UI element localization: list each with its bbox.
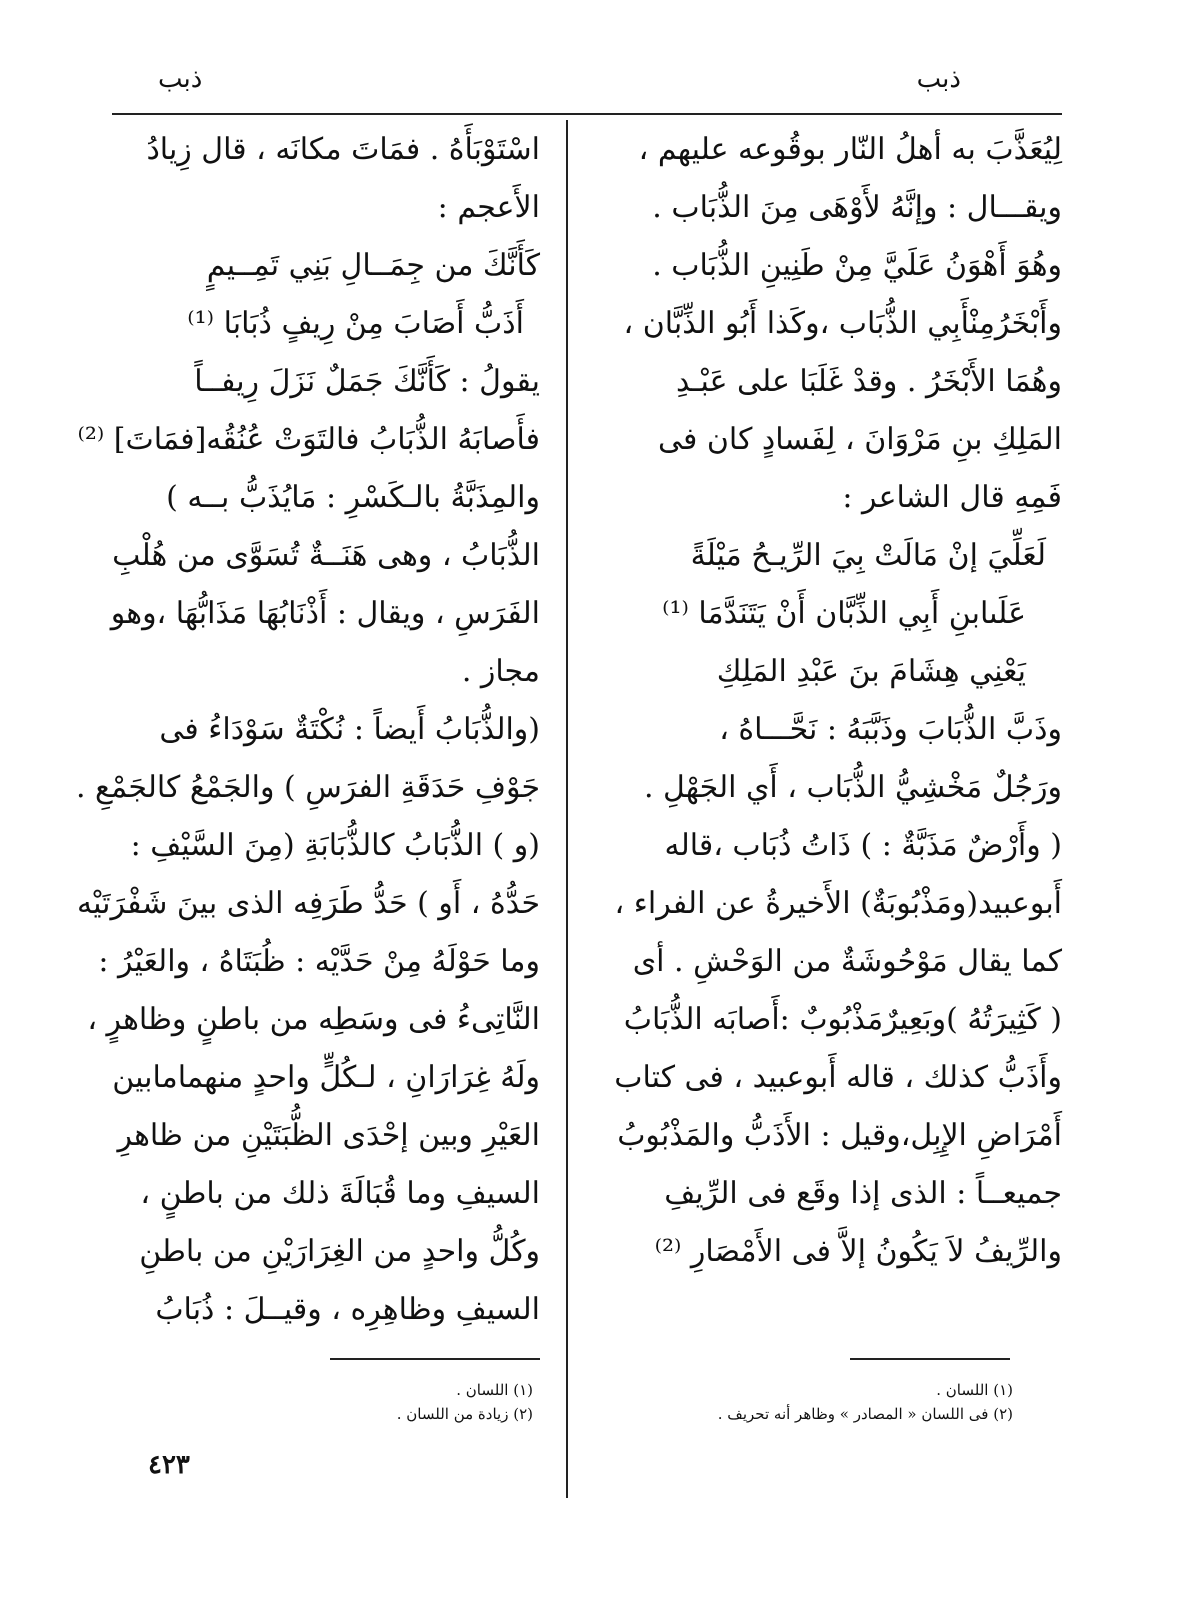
text-line: ( وأَرْضٌ مَذَبَّةٌ : ) ذَاتُ ذُبَاب ،قاله (664, 828, 1062, 863)
text-line: أَبوعبيد(ومَذْبُوبَةٌ) الأَخيرةُ عن الفراء ، (614, 886, 1062, 921)
footnote: (١) اللسان . (456, 1381, 533, 1399)
text-line: جميعــاً : الذى إذا وقَع فى الرِّيفِ (664, 1176, 1062, 1211)
footnotes-right (603, 1378, 1013, 1426)
right-column (592, 128, 1062, 1288)
text-line: والمِذَبَّةُ بالـكَسْرِ : مَايُذَبُّ بــه ) (166, 480, 540, 515)
text-line: السيفِ وظاهِرِه ، وقيــلَ : ذُبَابُ (155, 1292, 540, 1327)
text-line: اسْتَوْبَأَهُ . فمَاتَ مكانَه ، قال زِيادُ (146, 132, 540, 167)
footnote: (٢) فى اللسان « المصادر » وظاهر أنه تحريف . (717, 1405, 1013, 1423)
page-number: ٤٢٣ (148, 1450, 190, 1480)
text-line: وما حَوْلَهُ مِنْ حَدَّيْه : ظُبَتَاهُ ، والعَيْرُ : (98, 944, 540, 979)
text-line: حَدُّهُ ، أَو ) حَدُّ طَرَفِه الذى بينَ شَفْرَتَيْه (77, 886, 540, 921)
verse-line: كَأَنَّكَ من جِمَــالِ بَنِي تَمِــيمٍ (206, 248, 540, 283)
text-line: (والذُّبَابُ أَيضاً : نُكْتَةٌ سَوْدَاءُ فى (159, 712, 540, 747)
text-line: الأَعجم : (437, 190, 540, 225)
verse-line: عَلَىابنِ أَبِي الذِّبَّان أَنْ يَتَنَدَّمَا ⁽¹⁾ (662, 596, 1026, 631)
footnote: (١) اللسان . (936, 1381, 1013, 1399)
text-line: ولَهُ غِرَارَانِ ، لـكُلٍّ واحدٍ منهمامابين (112, 1060, 540, 1095)
text-line: وأَذَبُّ كذلك ، قاله أَبوعبيد ، فى كتاب (614, 1060, 1062, 1095)
verse-line: لَعَلِّيَ إنْ مَالَتْ بِيَ الرِّيـحُ مَيْلَةً (690, 538, 1046, 573)
text-line: المَلِكِ بنِ مَرْوَانَ ، لِفَسادٍ كان فى (658, 422, 1062, 457)
text-line: (و ) الذُّبَابُ كالذُّبَابَةِ (مِنَ السَّيْفِ : (130, 828, 540, 863)
text-line: وكُلُّ واحدٍ من الغِرَارَيْنِ من باطنِ (139, 1234, 540, 1269)
left-column (75, 128, 540, 1346)
text-line: الذُّبَابُ ، وهى هَنَــةٌ تُسَوَّى من هُلْبِ (112, 538, 540, 573)
text-line: لِيُعَذَّبَ به أهلُ النّار بوقُوعه عليهم ، (638, 132, 1062, 167)
text-line: أَمْرَاضِ الإِبِل،وقيل : الأَذَبُّ والمَذْبُوبُ (617, 1118, 1062, 1153)
text-line: مجاز . (461, 654, 540, 689)
footnote: (٢) زيادة من اللسان . (396, 1405, 533, 1423)
text-line: والرِّيفُ لاَ يَكُونُ إلاَّ فى الأَمْصَارِ ⁽²⁾ (654, 1234, 1062, 1269)
text-line: فأَصابَهُ الذُّبَابُ فالتَوَتْ عُنُقُه[فمَاتَ] ⁽²⁾ (77, 422, 540, 457)
verse-line: أَذَبُّ أَصَابَ مِنْ رِيفٍ ذُبَابَا ⁽¹⁾ (187, 306, 524, 341)
text-line: ورَجُلٌ مَخْشِيُّ الذُّبَاب ، أَي الجَهْلِ . (643, 770, 1062, 805)
text-line: جَوْفِ حَدَقَةِ الفرَسِ ) والجَمْعُ كالجَمْعِ . (75, 770, 540, 805)
text-line: يَعْنِي هِشَامَ بنَ عَبْدِ المَلِكِ (716, 654, 1026, 689)
text-line: وذَبَّ الذُّبَابَ وذَبَّبَهُ : نَحَّـــاهُ ، (719, 712, 1062, 747)
text-line: العَيْرِ وبين إحْدَى الظُّبَتَيْنِ من ظاهرِ (117, 1118, 540, 1153)
footnote-rule-left (330, 1358, 540, 1360)
text-line: ( كَثِيرَتُهُ )وبَعِيرٌمَذْبُوبٌ :أَصابَه الذُّبَابُ (623, 1002, 1062, 1037)
running-header-right: ذبب (916, 64, 961, 94)
text-line: كما يقال مَوْحُوشَةٌ من الوَحْشِ . أى (632, 944, 1062, 979)
text-line: فَمِهِ قال الشاعر : (842, 480, 1062, 515)
text-line: وهُمَا الأَبْخَرُ . وقدْ غَلَبَا على عَبْـدِ (676, 364, 1062, 399)
text-line: وهُوَ أَهْوَنُ عَلَيَّ مِنْ طَنِينِ الذُّبَاب . (652, 248, 1062, 283)
footnote-rule-right (850, 1358, 1010, 1360)
text-line: السيفِ وما قُبَالَةَ ذلك من باطنٍ ، (140, 1176, 540, 1211)
text-line: وأَبْخَرُمِنْأَبِي الذُّبَاب ،وكَذا أَبُو الذِّبَّان ، (623, 306, 1062, 341)
running-header-left: ذبب (158, 64, 203, 94)
footnotes-left (113, 1378, 533, 1426)
column-divider (566, 120, 568, 1498)
text-line: يقولُ : كَأَنَّكَ جَمَلٌ نَزَلَ رِيفــاً (194, 364, 540, 399)
text-line: النَّاتِىءُ فى وسَطِه من باطنٍ وظاهرٍ ، (87, 1002, 540, 1037)
text-line: ويقـــال : وإنَّهُ لأَوْهَى مِنَ الذُّبَاب . (652, 190, 1062, 225)
header-rule (112, 113, 1062, 115)
text-line: الفَرَسِ ، ويقال : أَذْنَابُهَا مَذَابُّهَا ،وهو (110, 596, 540, 631)
